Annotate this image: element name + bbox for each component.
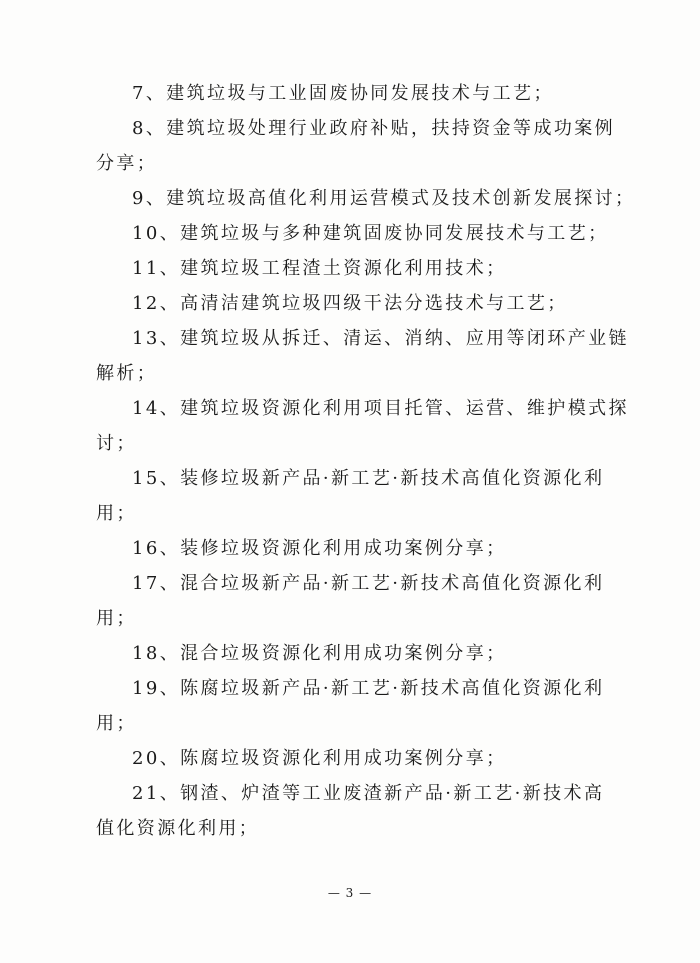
list-item-continuation: 用； [96, 503, 137, 524]
list-item: 9、建筑垃圾高值化利用运营模式及技术创新发展探讨； [132, 188, 636, 209]
list-item: 16、装修垃圾资源化利用成功案例分享； [132, 538, 507, 559]
list-item: 19、陈腐垃圾新产品·新工艺·新技术高值化资源化利 [132, 678, 605, 699]
list-item: 21、钢渣、炉渣等工业废渣新产品·新工艺·新技术高 [132, 783, 605, 804]
list-item: 17、混合垃圾新产品·新工艺·新技术高值化资源化利 [132, 573, 605, 594]
list-item: 20、陈腐垃圾资源化利用成功案例分享； [132, 748, 507, 769]
item-list [96, 76, 636, 846]
list-item: 15、装修垃圾新产品·新工艺·新技术高值化资源化利 [132, 468, 605, 489]
list-item-continuation: 解析； [96, 363, 158, 384]
page-number: — 3 — [327, 886, 373, 900]
list-item-continuation: 分享； [96, 153, 158, 174]
list-item-continuation: 值化资源化利用； [96, 818, 260, 839]
list-item: 11、建筑垃圾工程渣土资源化利用技术； [132, 258, 507, 279]
list-item-continuation: 用； [96, 713, 137, 734]
list-item: 8、建筑垃圾处理行业政府补贴，扶持资金等成功案例 [132, 118, 616, 139]
list-item: 14、建筑垃圾资源化利用项目托管、运营、维护模式探 [132, 398, 629, 419]
list-item: 18、混合垃圾资源化利用成功案例分享； [132, 643, 507, 664]
list-item: 13、建筑垃圾从拆迁、清运、消纳、应用等闭环产业链 [132, 328, 629, 349]
list-item-continuation: 用； [96, 608, 137, 629]
list-item: 10、建筑垃圾与多种建筑固废协同发展技术与工艺； [132, 223, 609, 244]
list-item: 12、高清洁建筑垃圾四级干法分选技术与工艺； [132, 293, 568, 314]
list-item: 7、建筑垃圾与工业固废协同发展技术与工艺； [132, 83, 554, 104]
list-item-continuation: 讨； [96, 433, 137, 454]
